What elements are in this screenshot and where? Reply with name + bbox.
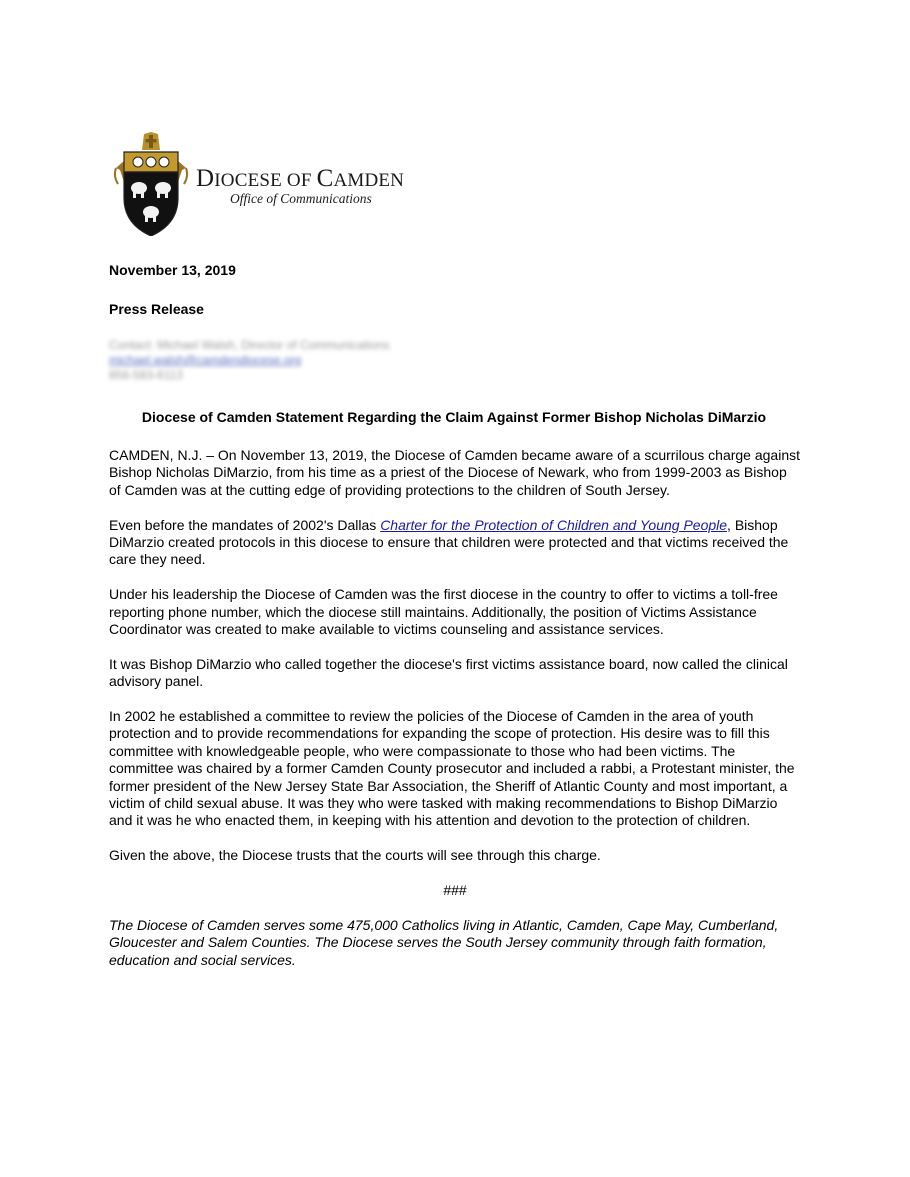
paragraph-6: Given the above, the Diocese trusts that the courts will see through this charge. [109, 847, 601, 864]
paragraph-4: It was Bishop DiMarzio who called together the diocese's first victims assistance board, now called the clinical advisory panel. [109, 655, 788, 690]
headline: Diocese of Camden Statement Regarding the Claim Against Former Bishop Nicholas DiMarzio [141, 409, 767, 425]
logo-title-initial-2: C [316, 165, 334, 192]
contact-phone: 856-583-6113 [109, 368, 183, 382]
paragraph-5: In 2002 he established a committee to review the policies of the Diocese of Camden in the area of youth protection and to provide recommendations for expanding the scope of protection. His desire was to fill this committee with knowledgeable people, who were compassionate to those who had been victims. The committee was chaired by a former Camden County prosecutor and included a rabbi, a Protestant minister, the former president of the New Jersey State Bar Association, the Sheriff of Atlantic County and most important, a victim of child sexual abuse. It was they who were tasked with making recommendations to Bishop DiMarzio and it was he who enacted them, in keeping with his attention and devotion to the protection of children. [109, 708, 795, 829]
paragraph-1: CAMDEN, N.J. – On November 13, 2019, the Diocese of Camden became aware of a scurrilous charge against Bishop Nicholas DiMarzio, from his time as a priest of the Diocese of Newark, who from 1999-2003 as Bishop of Camden was at the cutting edge of providing protections to the children of South Jersey. [109, 447, 800, 498]
release-date: November 13, 2019 [109, 262, 236, 278]
paragraph-2-start: Even before the mandates of 2002's Dallas [109, 516, 381, 533]
paragraph-3: Under his leadership the Diocese of Camden was the first diocese in the country to offer to victims a toll-free reporting phone number, which the diocese still maintains. Additionally, the position of Victims Assistance Coordinator was created to make available to victims counseling and assistance services. [109, 586, 778, 638]
logo-title-rest-2: AMDEN [333, 170, 405, 191]
contact-email: michael.walsh@camdendiocese.org [109, 353, 302, 367]
press-release-label: Press Release [109, 301, 204, 317]
paragraph-2-end: , Bishop DiMarzio created protocols in this diocese to ensure that children were protected and that victims received the care they need. [109, 516, 789, 568]
article-body [109, 447, 801, 986]
contact-name: Contact: Michael Walsh, Director of Communications [109, 338, 390, 352]
logo-title [196, 165, 404, 193]
diocese-crest-icon [110, 132, 192, 236]
logo-title-rest-1: IOCESE OF [214, 170, 317, 191]
contact-block [109, 338, 389, 383]
boilerplate: The Diocese of Camden serves some 475,000 Catholics living in Atlantic, Camden, Cape May, Cumberland, Gloucester and Salem Counties. The Diocese serves the South Jersey community through faith formation, education and social services. [109, 916, 779, 968]
logo-subtitle: Office of Communications [230, 191, 372, 206]
paragraph-2 [109, 517, 801, 569]
logo-title-initial-1: D [196, 165, 215, 192]
charter-link[interactable]: Charter for the Protection of Children and Young People [380, 516, 728, 533]
end-mark: ### [443, 882, 467, 899]
diocese-logo [110, 132, 410, 242]
